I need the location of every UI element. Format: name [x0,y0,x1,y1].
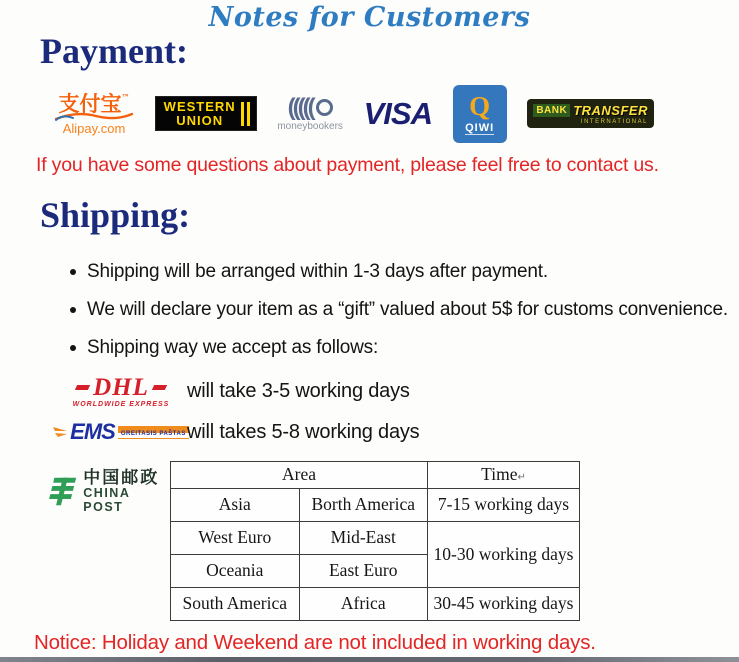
alipay-domain-label: Alipay.com [62,120,126,136]
qiwi-q-icon: Q [469,90,491,121]
bank-transfer-sub-label: INTERNATIONAL [580,119,648,126]
shipping-bullet-list [68,261,739,359]
ems-carrier-row [55,421,739,444]
dhl-stripe-icon [152,385,167,390]
moneybookers-arcs-icon: ((((( [287,93,313,121]
visa-logo: VISA [363,95,432,131]
payment-methods-row [54,85,654,143]
table-cell: East Euro [299,554,428,587]
dhl-carrier-row [55,375,739,408]
ems-logo [55,421,187,443]
bank-transfer-word1: BANK [533,104,570,117]
ems-delivery-time-text: will takes 5-8 working days [187,420,420,443]
bullet-item: We will declare your item as a “gift” valued about 5$ for customs convenience. [68,299,739,321]
table-cell: South America [171,587,300,620]
qiwi-logo [453,85,507,143]
table-cell: 10-30 working days [428,521,580,587]
ems-wordmark: EMS [70,419,115,445]
image-bottom-edge [0,657,739,662]
table-cell: Oceania [171,554,300,587]
ems-sub-label: GREITASIS PAŠTAS [118,426,189,439]
notice-text: Notice: Holiday and Weekend are not included in working days. [34,630,596,654]
qiwi-label: QIWI [465,121,495,134]
dhl-delivery-time-text: will take 3-5 working days [187,379,410,402]
china-post-section [48,461,739,621]
trademark-mark: ™ [121,91,130,102]
table-row [171,587,580,620]
shipping-time-table [170,461,580,621]
dhl-sub-label: WORLDWIDE EXPRESS [72,400,170,408]
table-cell: West Euro [171,521,300,554]
western-union-logo [155,96,257,131]
paragraph-mark: ↵ [517,472,526,484]
china-post-logo [48,469,170,515]
moneybookers-label: moneybookers [277,120,343,132]
table-cell: 7-15 working days [428,488,580,521]
payment-heading: Payment: [40,31,188,71]
bank-transfer-word2: TRANSFER [573,103,648,119]
table-row [171,521,580,554]
alipay-wordmark: 支付宝™ [58,90,130,116]
bullet-item: Shipping will be arranged within 1-3 days after payment. [68,261,739,283]
alipay-logo [54,90,134,136]
table-row [171,488,580,521]
dhl-logo [55,375,187,408]
table-cell: Asia [171,488,300,521]
table-cell: Africa [299,587,428,620]
western-union-wordmark: WESTERN UNION [163,99,236,128]
table-header-area: Area [171,461,428,488]
page-title: Notes for Customers [208,2,531,33]
moneybookers-ring-icon [316,99,333,116]
bank-transfer-logo [527,99,654,128]
dhl-wordmark: DHL [93,373,149,401]
table-cell: 30-45 working days [428,587,580,620]
dhl-stripe-icon [75,385,90,390]
moneybookers-logo [277,93,343,132]
western-union-bars-icon [241,102,250,126]
shipping-heading: Shipping: [40,194,191,235]
ems-wing-icon [53,424,68,440]
table-cell: Mid-East [299,521,428,554]
bullet-item: Shipping way we accept as follows: [68,337,739,359]
china-post-emblem-icon [48,475,78,509]
table-header-time: Time↵ [428,461,580,488]
china-post-en-label: CHINA POST [83,486,130,515]
china-post-cn-label: 中国邮政 [83,467,160,487]
table-cell: Borth America [299,488,428,521]
payment-contact-note: If you have some questions about payment, please feel free to contact us. [36,153,659,176]
